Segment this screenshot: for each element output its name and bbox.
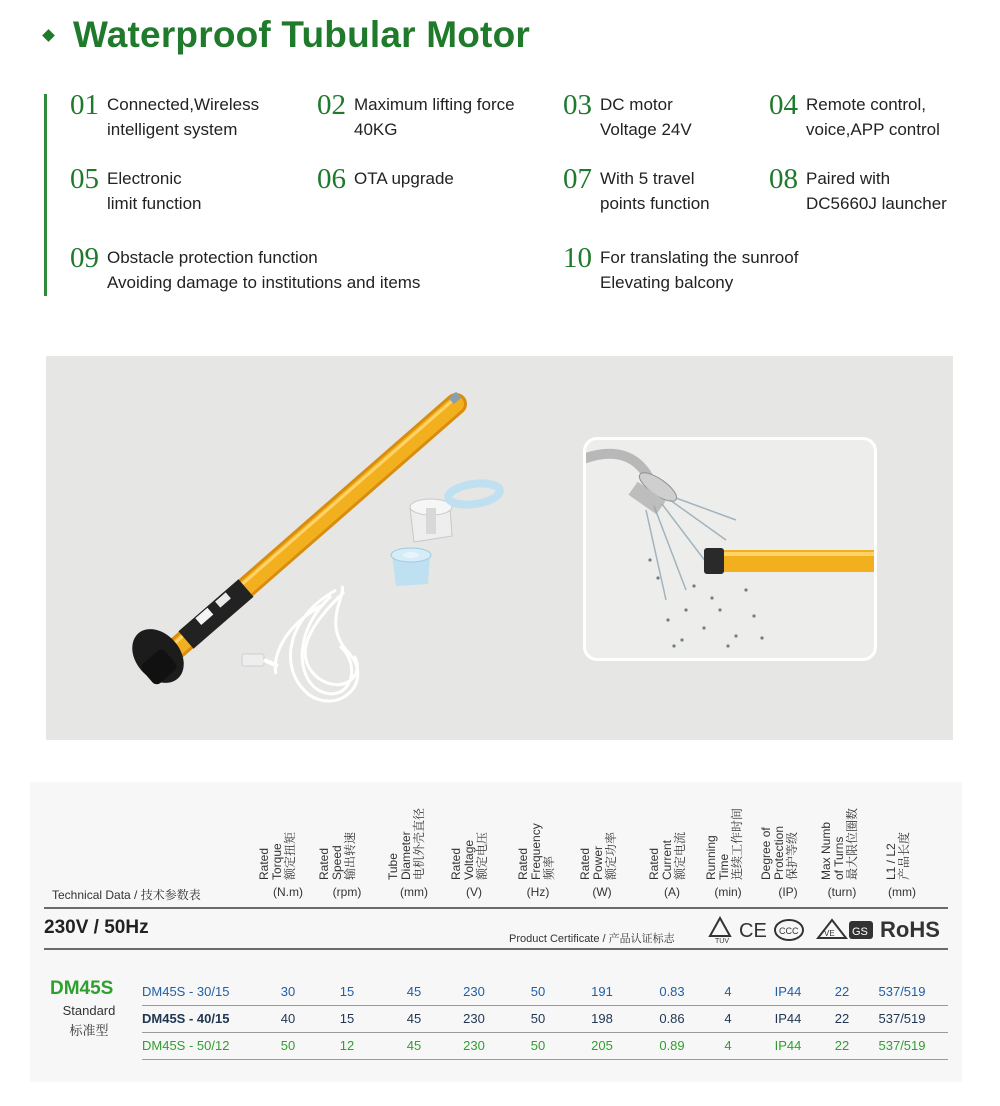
supply-divider <box>44 948 948 950</box>
feature-text <box>600 245 798 295</box>
feature-line: Electronic <box>107 169 182 188</box>
feature-line: 40KG <box>354 120 398 139</box>
table-cell: 45 <box>406 1038 422 1053</box>
table-cell: 30 <box>280 984 296 999</box>
column-unit: (V) <box>466 885 482 899</box>
column-header-line: 连续工作时间 <box>730 807 744 880</box>
feature-line: Maximum lifting force <box>354 95 515 114</box>
column-header-line: 最大限位圈数 <box>845 807 859 880</box>
feature-item <box>317 163 454 195</box>
feature-number: 04 <box>769 89 798 121</box>
column-header-line: 额定扭矩 <box>283 831 297 880</box>
column-unit: (W) <box>592 885 612 899</box>
column-header-line: 产品长度 <box>897 831 911 880</box>
column-header-line: of Turns <box>832 836 846 880</box>
table-cell: 50 <box>280 1038 296 1053</box>
usb-cable-icon <box>242 586 358 701</box>
table-cell: 537/519 <box>878 1011 926 1026</box>
table-cell: IP44 <box>774 1011 802 1026</box>
svg-text:GS: GS <box>852 926 868 938</box>
feature-number: 06 <box>317 163 346 195</box>
svg-text:CE: CE <box>739 920 767 941</box>
table-cell: 22 <box>834 1011 850 1026</box>
column-header-line: Rated <box>317 847 331 880</box>
column-header-line: 频率 <box>542 855 556 880</box>
table-cell: IP44 <box>774 1038 802 1053</box>
table-row <box>30 1006 962 1032</box>
feature-item <box>563 163 710 216</box>
column-header-line: L1 / L2 <box>884 843 898 880</box>
column-unit: (IP) <box>778 885 798 899</box>
gs-mark-icon <box>848 918 874 942</box>
column-header-line: Protection <box>772 825 786 880</box>
feature-text <box>600 166 710 216</box>
table-cell: IP44 <box>774 984 802 999</box>
feature-item <box>70 89 260 142</box>
column-header-line: 保护等级 <box>785 831 799 880</box>
certificate-label: Product Certificate / 产品认证标志 <box>509 933 675 945</box>
header-divider <box>44 907 948 909</box>
table-cell: 50 <box>530 1038 546 1053</box>
feature-line: Elevating balcony <box>600 273 734 292</box>
model-type-cn: 标准型 <box>69 1023 109 1038</box>
feature-accent-line <box>44 94 47 296</box>
column-unit: (Hz) <box>526 885 550 899</box>
column-header-line: Degree of <box>759 827 773 880</box>
model-name: DM45S - 40/15 <box>142 1011 230 1026</box>
feature-text <box>354 92 515 142</box>
feature-line: OTA upgrade <box>354 169 454 188</box>
column-header-line: Diameter <box>399 831 413 880</box>
table-row <box>30 979 962 1005</box>
column-header-line: Rated <box>449 847 463 880</box>
table-cell: 0.86 <box>659 1011 685 1026</box>
feature-line: Voltage 24V <box>600 120 692 139</box>
product-photo <box>46 356 953 740</box>
feature-item <box>563 89 692 142</box>
ccc-mark-icon <box>774 918 804 942</box>
column-header-line: 输出转速 <box>343 831 357 880</box>
feature-line: Remote control, <box>806 95 926 114</box>
column-header-line: Current <box>660 839 674 880</box>
rohs-mark: RoHS <box>880 917 940 942</box>
column-unit: (turn) <box>827 885 857 899</box>
feature-text <box>107 245 420 295</box>
feature-number: 03 <box>563 89 592 121</box>
feature-item <box>317 89 515 142</box>
feature-item <box>769 163 947 216</box>
ce-mark-icon <box>738 919 768 941</box>
feature-number: 02 <box>317 89 346 121</box>
column-header-line: Rated <box>647 847 661 880</box>
feature-line: points function <box>600 194 710 213</box>
feature-item <box>769 89 940 142</box>
feature-line: Avoiding damage to institutions and items <box>107 273 421 292</box>
column-header-line: Speed <box>330 845 344 880</box>
page-header <box>44 14 530 56</box>
column-header-line: 电机外壳直径 <box>412 807 426 880</box>
diamond-bullet-icon <box>42 29 55 42</box>
feature-number: 05 <box>70 163 99 195</box>
certification-marks <box>708 916 940 944</box>
tuv-warning-icon <box>708 916 732 944</box>
column-unit: (rpm) <box>332 885 362 899</box>
feature-number: 08 <box>769 163 798 195</box>
column-header-line: 额定功率 <box>604 831 618 880</box>
feature-item <box>70 163 202 216</box>
waterproof-inset <box>583 437 877 661</box>
column-header-line: Rated <box>257 847 271 880</box>
table-cell: 45 <box>406 1011 422 1026</box>
column-header-line: Power <box>591 845 605 880</box>
feature-text <box>806 92 940 142</box>
feature-text <box>107 92 259 142</box>
feature-line: Obstacle protection function <box>107 248 318 267</box>
column-header-line: Running <box>704 835 718 880</box>
model-family: DM45S <box>50 978 114 999</box>
column-unit: (A) <box>664 885 680 899</box>
column-header-line: Voltage <box>462 839 476 880</box>
table-cell: 15 <box>339 984 355 999</box>
supply-label: 230V / 50Hz <box>44 917 149 938</box>
table-cell: 50 <box>530 984 546 999</box>
table-cell: 230 <box>463 984 485 999</box>
column-header-line: Torque <box>270 843 284 880</box>
table-cell: 45 <box>406 984 422 999</box>
column-header <box>885 832 983 880</box>
svg-text:CCC: CCC <box>779 926 799 936</box>
column-unit: (mm) <box>888 885 916 899</box>
column-header-line: Tube <box>386 853 400 880</box>
feature-line: intelligent system <box>107 120 238 139</box>
feature-item <box>563 242 799 295</box>
column-header-line: 额定电压 <box>475 831 489 880</box>
table-cell: 230 <box>463 1011 485 1026</box>
feature-text <box>806 166 947 216</box>
page-title: Waterproof Tubular Motor <box>73 14 530 55</box>
feature-text <box>107 166 201 216</box>
table-cell: 4 <box>724 1038 732 1053</box>
ve-mark-icon <box>816 918 848 942</box>
column-header-line: 额定电流 <box>673 831 687 880</box>
model-name: DM45S - 30/15 <box>142 984 230 999</box>
feature-line: DC5660J launcher <box>806 194 947 213</box>
table-row <box>30 1033 962 1059</box>
feature-line: Connected,Wireless <box>107 95 260 114</box>
feature-text <box>354 166 454 191</box>
column-header-line: Time <box>717 853 731 880</box>
model-type-en: Standard <box>62 1003 116 1018</box>
drive-adapter-icon <box>391 480 501 586</box>
feature-number: 10 <box>563 242 592 274</box>
table-cell: 198 <box>591 1011 613 1026</box>
model-name: DM45S - 50/12 <box>142 1038 230 1053</box>
column-header-line: Rated <box>516 847 530 880</box>
column-unit: (mm) <box>400 885 428 899</box>
table-cell: 230 <box>463 1038 485 1053</box>
feature-number: 01 <box>70 89 99 121</box>
svg-text:VE: VE <box>824 929 835 938</box>
table-cell: 22 <box>834 984 850 999</box>
feature-line: For translating the sunroof <box>600 248 799 267</box>
technical-data-label: Technical Data / 技术参数表 <box>52 888 201 902</box>
table-cell: 50 <box>530 1011 546 1026</box>
column-unit: (min) <box>714 885 742 899</box>
shower-water-icon <box>586 440 874 658</box>
table-cell: 4 <box>724 1011 732 1026</box>
technical-data-table <box>30 782 962 1082</box>
table-cell: 0.83 <box>659 984 685 999</box>
table-cell: 205 <box>591 1038 613 1053</box>
feature-number: 09 <box>70 242 99 274</box>
column-header-line: Frequency <box>529 823 543 880</box>
feature-text <box>600 92 692 142</box>
column-unit: (N.m) <box>273 885 303 899</box>
row-divider <box>142 1059 948 1060</box>
table-cell: 537/519 <box>878 1038 926 1053</box>
table-cell: 15 <box>339 1011 355 1026</box>
table-cell: 12 <box>339 1038 355 1053</box>
feature-item <box>70 242 421 295</box>
table-cell: 537/519 <box>878 984 926 999</box>
feature-line: Paired with <box>806 169 891 188</box>
table-cell: 4 <box>724 984 732 999</box>
feature-line: voice,APP control <box>806 120 940 139</box>
table-cell: 22 <box>834 1038 850 1053</box>
feature-line: DC motor <box>600 95 673 114</box>
column-header-line: Rated <box>578 847 592 880</box>
svg-text:TÜV: TÜV <box>715 938 729 944</box>
feature-line: With 5 travel <box>600 169 695 188</box>
table-cell: 40 <box>280 1011 296 1026</box>
table-cell: 0.89 <box>659 1038 685 1053</box>
table-cell: 191 <box>591 984 613 999</box>
feature-number: 07 <box>563 163 592 195</box>
column-header-line: Max Numb <box>819 821 833 880</box>
feature-line: limit function <box>107 194 202 213</box>
